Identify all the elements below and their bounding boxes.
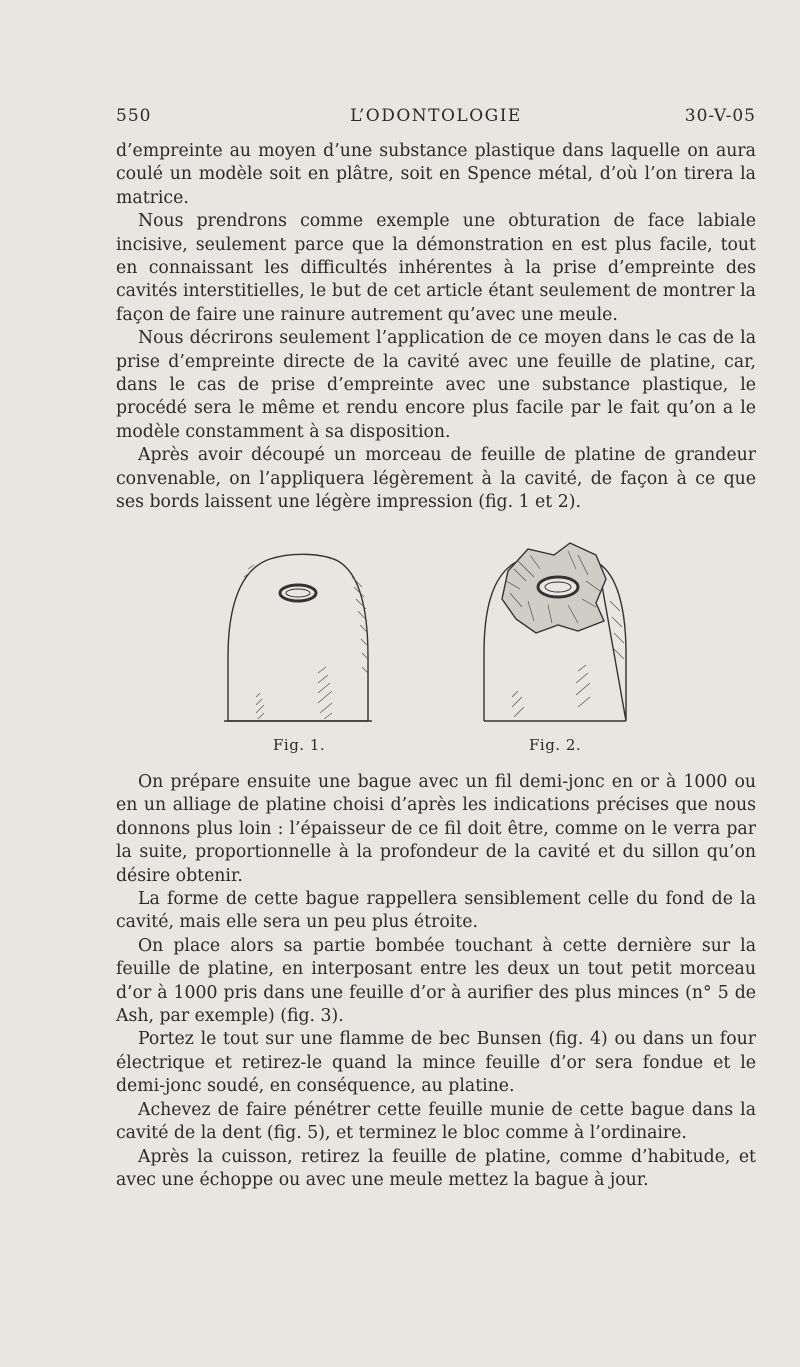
page-number: 550 <box>116 106 152 126</box>
body-text-bottom <box>116 771 756 1192</box>
figures <box>116 535 756 755</box>
journal-title: L’ODONTOLOGIE <box>350 106 522 126</box>
figure-2-caption: Fig. 2. <box>529 736 582 754</box>
figure-2-tooth-illustration <box>478 541 628 727</box>
paragraph: On place alors sa partie bombée touchant à cette dernière sur la feuille de platine, en interposant entre les deux un tout petit morceau d’or à 1000 pris dans une feuille d’or à aurifier des plus minces (n° 5 de Ash, par exemple) (fig. 3). <box>116 935 756 1027</box>
issue-date: 30-V-05 <box>684 106 756 126</box>
paragraph: Après avoir découpé un morceau de feuille de platine de grandeur convenable, on l’appliquera légèrement à la cavité, de façon à ce que ses bords laissent une légère impression (fig. 1 et 2). <box>116 445 756 513</box>
running-header <box>116 106 756 130</box>
figure-1-tooth-illustration <box>222 547 372 727</box>
paragraph: On prépare ensuite une bague avec un fil demi-jonc en or à 1000 ou en un alliage de platine choisi d’après les indications précises que nous donnons plus loin : l’épaisseur de ce fil doit être, comme on le verra par la suite, proportionnelle à la profondeur de la cavité et du sillon qu’on désire obtenir. <box>116 772 756 886</box>
paragraph: Nous décrirons seulement l’application de ce moyen dans le cas de la prise d’empreinte directe de la cavité avec une feuille de platine, car, dans le cas de prise d’empreinte avec une substance plastique, le procédé sera le même et rendu encore plus facile par le fait qu’on a le modèle constamment à sa disposition. <box>116 328 756 442</box>
paragraph: Nous prendrons comme exemple une obturation de face labiale incisive, seulement parce que la démonstration en est plus facile, tout en connaissant les difficultés inhérentes à la prise d’empreinte des cavités interstitielles, le but de cet article étant seulement de montrer la façon de faire une rainure autrement qu’avec une meule. <box>116 211 756 325</box>
paragraph: Achevez de faire pénétrer cette feuille munie de cette bague dans la cavité de la dent (fig. 5), et terminez le bloc comme à l’ordinaire. <box>116 1099 756 1144</box>
body-text-top <box>116 140 756 515</box>
paragraph: Après la cuisson, retirez la feuille de platine, comme d’habitude, et avec une échoppe ou avec une meule mettez la bague à jour. <box>116 1146 756 1190</box>
paragraph: Portez le tout sur une flamme de bec Bunsen (fig. 4) ou dans un four électrique et retirez-le quand la mince feuille d’or sera fondue et le demi-jonc soudé, en conséquence, au platine. <box>116 1029 756 1097</box>
figure-1-caption: Fig. 1. <box>273 736 326 754</box>
paragraph: La forme de cette bague rappellera sensiblement celle du fond de la cavité, mais elle sera un peu plus étroite. <box>116 889 756 933</box>
paragraph: d’empreinte au moyen d’une substance plastique dans laquelle on aura coulé un modèle soit en plâtre, soit en Spence métal, d’où l’on tirera la matrice. <box>116 141 756 208</box>
